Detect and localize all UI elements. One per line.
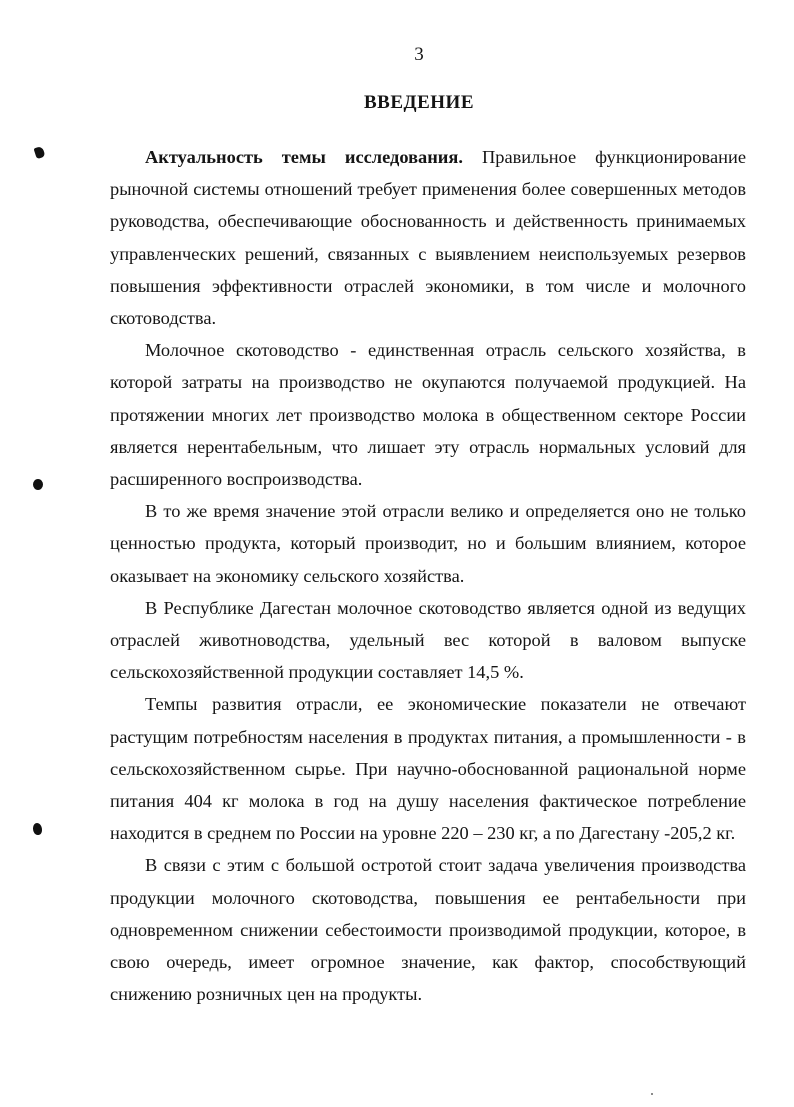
- paragraph: В связи с этим с большой остротой стоит задача увеличения производства продукции молочного скотоводства, повышения ее рентабельности при одновременном снижении себестоимости производимой продукции, которое, в свою очередь, имеет огромное значение, как фактор, способствующий снижению розничных цен на продукты.: [110, 855, 746, 1005]
- paragraph: В то же время значение этой отрасли велико и определяется оно не только ценностью продукта, который производит, но и большим влиянием, которое оказывает на экономику сельского хозяйства.: [110, 501, 746, 586]
- page-number: 3: [414, 44, 424, 65]
- paragraph-relevance: [110, 141, 746, 334]
- binding-hole-mark: [33, 479, 43, 490]
- paragraph: Темпы развития отрасли, ее экономические показатели не отвечают растущим потребностям населения в продуктах питания, а промышленности - в сельскохозяйственном сырье. При научно-обоснованной рациональной норме питания 404 кг молока в год на душу населения фактическое потребление находится в среднем по России на уровне 220 – 230 кг, а по Дагестану -205,2 кг.: [110, 694, 746, 844]
- scan-speck: [651, 1093, 653, 1095]
- paragraph-text: Правильное функционирование рыночной системы отношений требует применения более совершенных методов руководства, обеспечивающие обоснованность и действенность принимаемых управленческих решений, связанных с выявлением неиспользуемых резервов повышения эффективности отраслей экономики, в том числе и молочного скотоводства.: [110, 147, 747, 329]
- paragraph: В Республике Дагестан молочное скотоводство является одной из ведущих отраслей животноводства, удельный вес которой в валовом выпуске сельскохозяйственной продукции составляет 14,5 %.: [110, 597, 746, 683]
- document-body: [110, 141, 746, 1010]
- binding-hole-mark: [33, 823, 42, 835]
- paragraph-lead: Актуальность темы исследования.: [145, 147, 463, 167]
- paragraph: Молочное скотоводство - единственная отрасль сельского хозяйства, в которой затраты на производство не окупаются получаемой продукцией. На протяжении многих лет производство молока в общественном секторе России является нерентабельным, что лишает эту отрасль нормальных условий для расширенного воспроизводства.: [110, 340, 746, 490]
- binding-hole-mark: [34, 146, 46, 159]
- page-title: ВВЕДЕНИЕ: [364, 92, 474, 113]
